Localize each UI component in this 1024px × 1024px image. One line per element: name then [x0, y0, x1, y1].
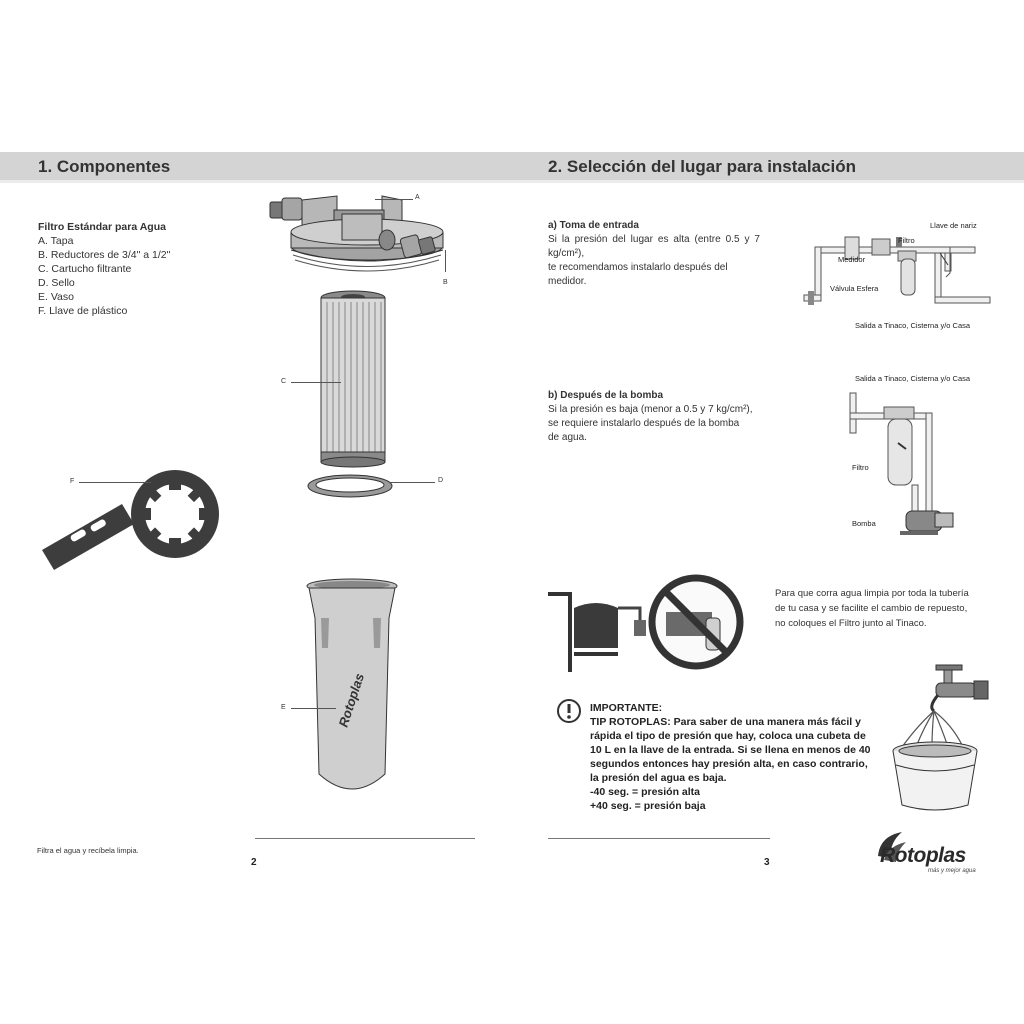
tank-note-line: Para que corra agua limpia por toda la tubería: [775, 588, 969, 599]
label-medidor: Medidor: [838, 255, 866, 264]
section-b-line: Si la presión es baja (menor a 0.5 y 7 kg/cm²),: [548, 404, 753, 415]
label-valvula: Válvula Esfera: [830, 284, 879, 293]
section-a-line: te recomendamos instalarlo después del: [548, 262, 728, 273]
housing-brand-text: Rotoplas: [335, 671, 368, 729]
component-item: F. Llave de plástico: [38, 305, 128, 317]
installation-diagram-meter: [800, 225, 990, 325]
important-line: segundos entonces hay presión alta, en caso contrario,: [590, 758, 868, 770]
footer-tagline: Filtra el agua y recíbela limpia.: [37, 846, 139, 855]
tank-note-line: de tu casa y se facilite el cambio de repuesto,: [775, 603, 968, 614]
left-page-heading: 1. Componentes: [38, 157, 171, 176]
section-b-title: b) Después de la bomba: [548, 390, 664, 401]
label-llave-nariz: Llave de nariz: [930, 221, 977, 230]
section-b: [548, 389, 760, 445]
callout-b: B: [443, 279, 448, 286]
tank-note: [775, 586, 969, 631]
brand-tagline: más y mejor agua: [928, 868, 976, 874]
brand-name: Rotoplas: [880, 844, 966, 867]
callout-a: A: [415, 194, 420, 201]
label-salida-b: Salida a Tinaco, Cisterna y/o Casa: [855, 374, 971, 383]
faucet-bucket-illustration: [888, 665, 998, 815]
important-title: IMPORTANTE:: [590, 702, 663, 714]
component-item: C. Cartucho filtrante: [38, 263, 132, 275]
important-line: +40 seg. = presión baja: [590, 800, 706, 812]
callout-d: D: [438, 477, 444, 484]
filter-cartridge-illustration: [318, 290, 388, 468]
important-line: 10 L en la llave de la entrada. Si se llena en menos de 40: [590, 744, 871, 756]
section-a-line: medidor.: [548, 276, 587, 287]
seal-ring-illustration: [305, 472, 395, 500]
footer-rule-right: [548, 838, 770, 839]
callout-e: E: [281, 704, 286, 711]
component-item: D. Sello: [38, 277, 75, 289]
product-title: Filtro Estándar para Agua: [38, 221, 166, 233]
section-b-line: de agua.: [548, 432, 587, 443]
important-line: rápida el tipo de presión que hay, coloca una cubeta de: [590, 730, 866, 742]
section-b-line: se requiere instalarlo después de la bomba: [548, 418, 740, 429]
plastic-wrench-illustration: [30, 462, 215, 580]
tank-prohibited-illustration: [548, 572, 748, 672]
label-salida-a: Salida a Tinaco, Cisterna y/o Casa: [855, 321, 971, 330]
callout-line-d: [390, 482, 435, 483]
important-line: TIP ROTOPLAS: Para saber de una manera más fácil y: [590, 716, 861, 728]
component-item: E. Vaso: [38, 291, 74, 303]
page-number-left: 2: [251, 857, 257, 868]
filter-cap-illustration: [262, 188, 462, 278]
section-a-line: Si la presión del lugar es alta (entre 0.5 y 7 kg/cm²),: [548, 234, 760, 259]
warning-icon: [556, 698, 582, 724]
label-filtro-b: Filtro: [852, 463, 869, 472]
page-number-right: 3: [764, 857, 770, 868]
label-filtro-a: Filtro: [898, 236, 915, 245]
callout-f: F: [70, 478, 75, 485]
tank-note-line: no coloques el Filtro junto al Tinaco.: [775, 618, 927, 629]
footer-rule-left: [255, 838, 475, 839]
callout-c: C: [281, 378, 287, 385]
right-page-heading: 2. Selección del lugar para instalación: [548, 157, 857, 176]
rotoplas-logo: [868, 830, 998, 880]
section-a-title: a) Toma de entrada: [548, 220, 639, 231]
component-list: [38, 220, 238, 318]
filter-housing-illustration: [303, 578, 401, 800]
header-band-shadow: [0, 180, 1024, 183]
callout-line-e: [291, 708, 336, 709]
callout-line-f: [79, 482, 151, 483]
component-item: A. Tapa: [38, 235, 74, 247]
callout-line-c: [291, 382, 341, 383]
important-line: -40 seg. = presión alta: [590, 786, 701, 798]
important-tip: [590, 701, 876, 813]
section-a: [548, 219, 760, 289]
callout-line-b: [445, 250, 446, 272]
component-item: B. Reductores de 3/4" a 1/2": [38, 249, 171, 261]
label-bomba: Bomba: [852, 519, 876, 528]
callout-line-a: [375, 199, 413, 200]
important-line: la presión del agua es baja.: [590, 772, 727, 784]
